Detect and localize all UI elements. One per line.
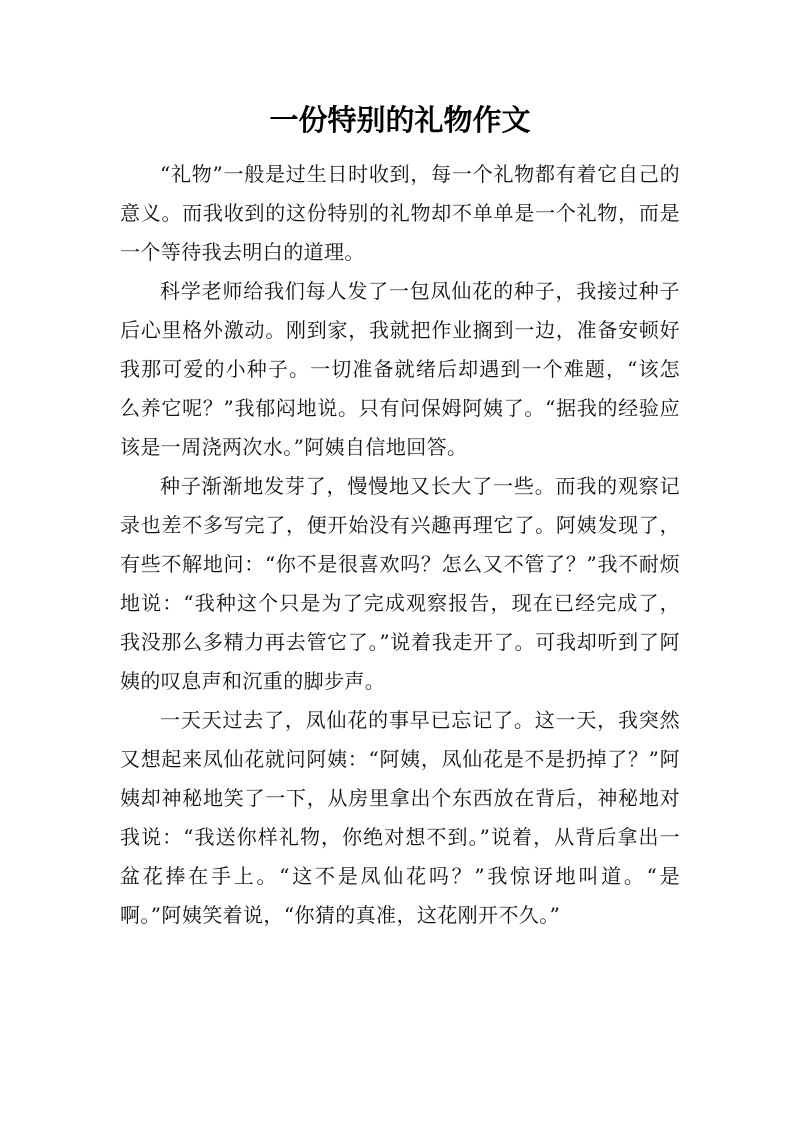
essay-body [120,155,680,935]
paragraph-1: “礼物”一般是过生日时收到，每一个礼物都有着它自己的意义。而我收到的这份特别的礼物却不单单是一个礼物，而是一个等待我去明白的道理。 [120,162,680,264]
paragraph-3: 种子渐渐地发芽了，慢慢地又长大了一些。而我的观察记录也差不多写完了，便开始没有兴趣再理它了。阿姨发现了，有些不解地问：“你不是很喜欢吗？怎么又不管了？”我不耐烦地说：“我种这个只是为了完成观察报告，现在已经完成了，我没那么多精力再去管它了。”说着我走开了。可我却听到了阿姨的叹息声和沉重的脚步声。 [120,474,680,693]
paragraph-2: 科学老师给我们每人发了一包凤仙花的种子，我接过种子后心里格外激动。刚到家，我就把作业搁到一边，准备安顿好我那可爱的小种子。一切准备就绪后却遇到一个难题，“该怎么养它呢？”我郁闷地说。只有问保姆阿姨了。“据我的经验应该是一周浇两次水。”阿姨自信地回答。 [120,279,680,459]
paragraph-4: 一天天过去了，凤仙花的事早已忘记了。这一天，我突然又想起来凤仙花就问阿姨：“阿姨，凤仙花是不是扔掉了？”阿姨却神秘地笑了一下，从房里拿出个东西放在背后，神秘地对我说：“我送你样礼物，你绝对想不到。”说着，从背后拿出一盆花捧在手上。“这不是凤仙花吗？”我惊讶地叫道。“是啊。”阿姨笑着说，“你猜的真准，这花刚开不久。” [120,708,680,927]
essay-title: 一份特别的礼物作文 [269,103,531,137]
